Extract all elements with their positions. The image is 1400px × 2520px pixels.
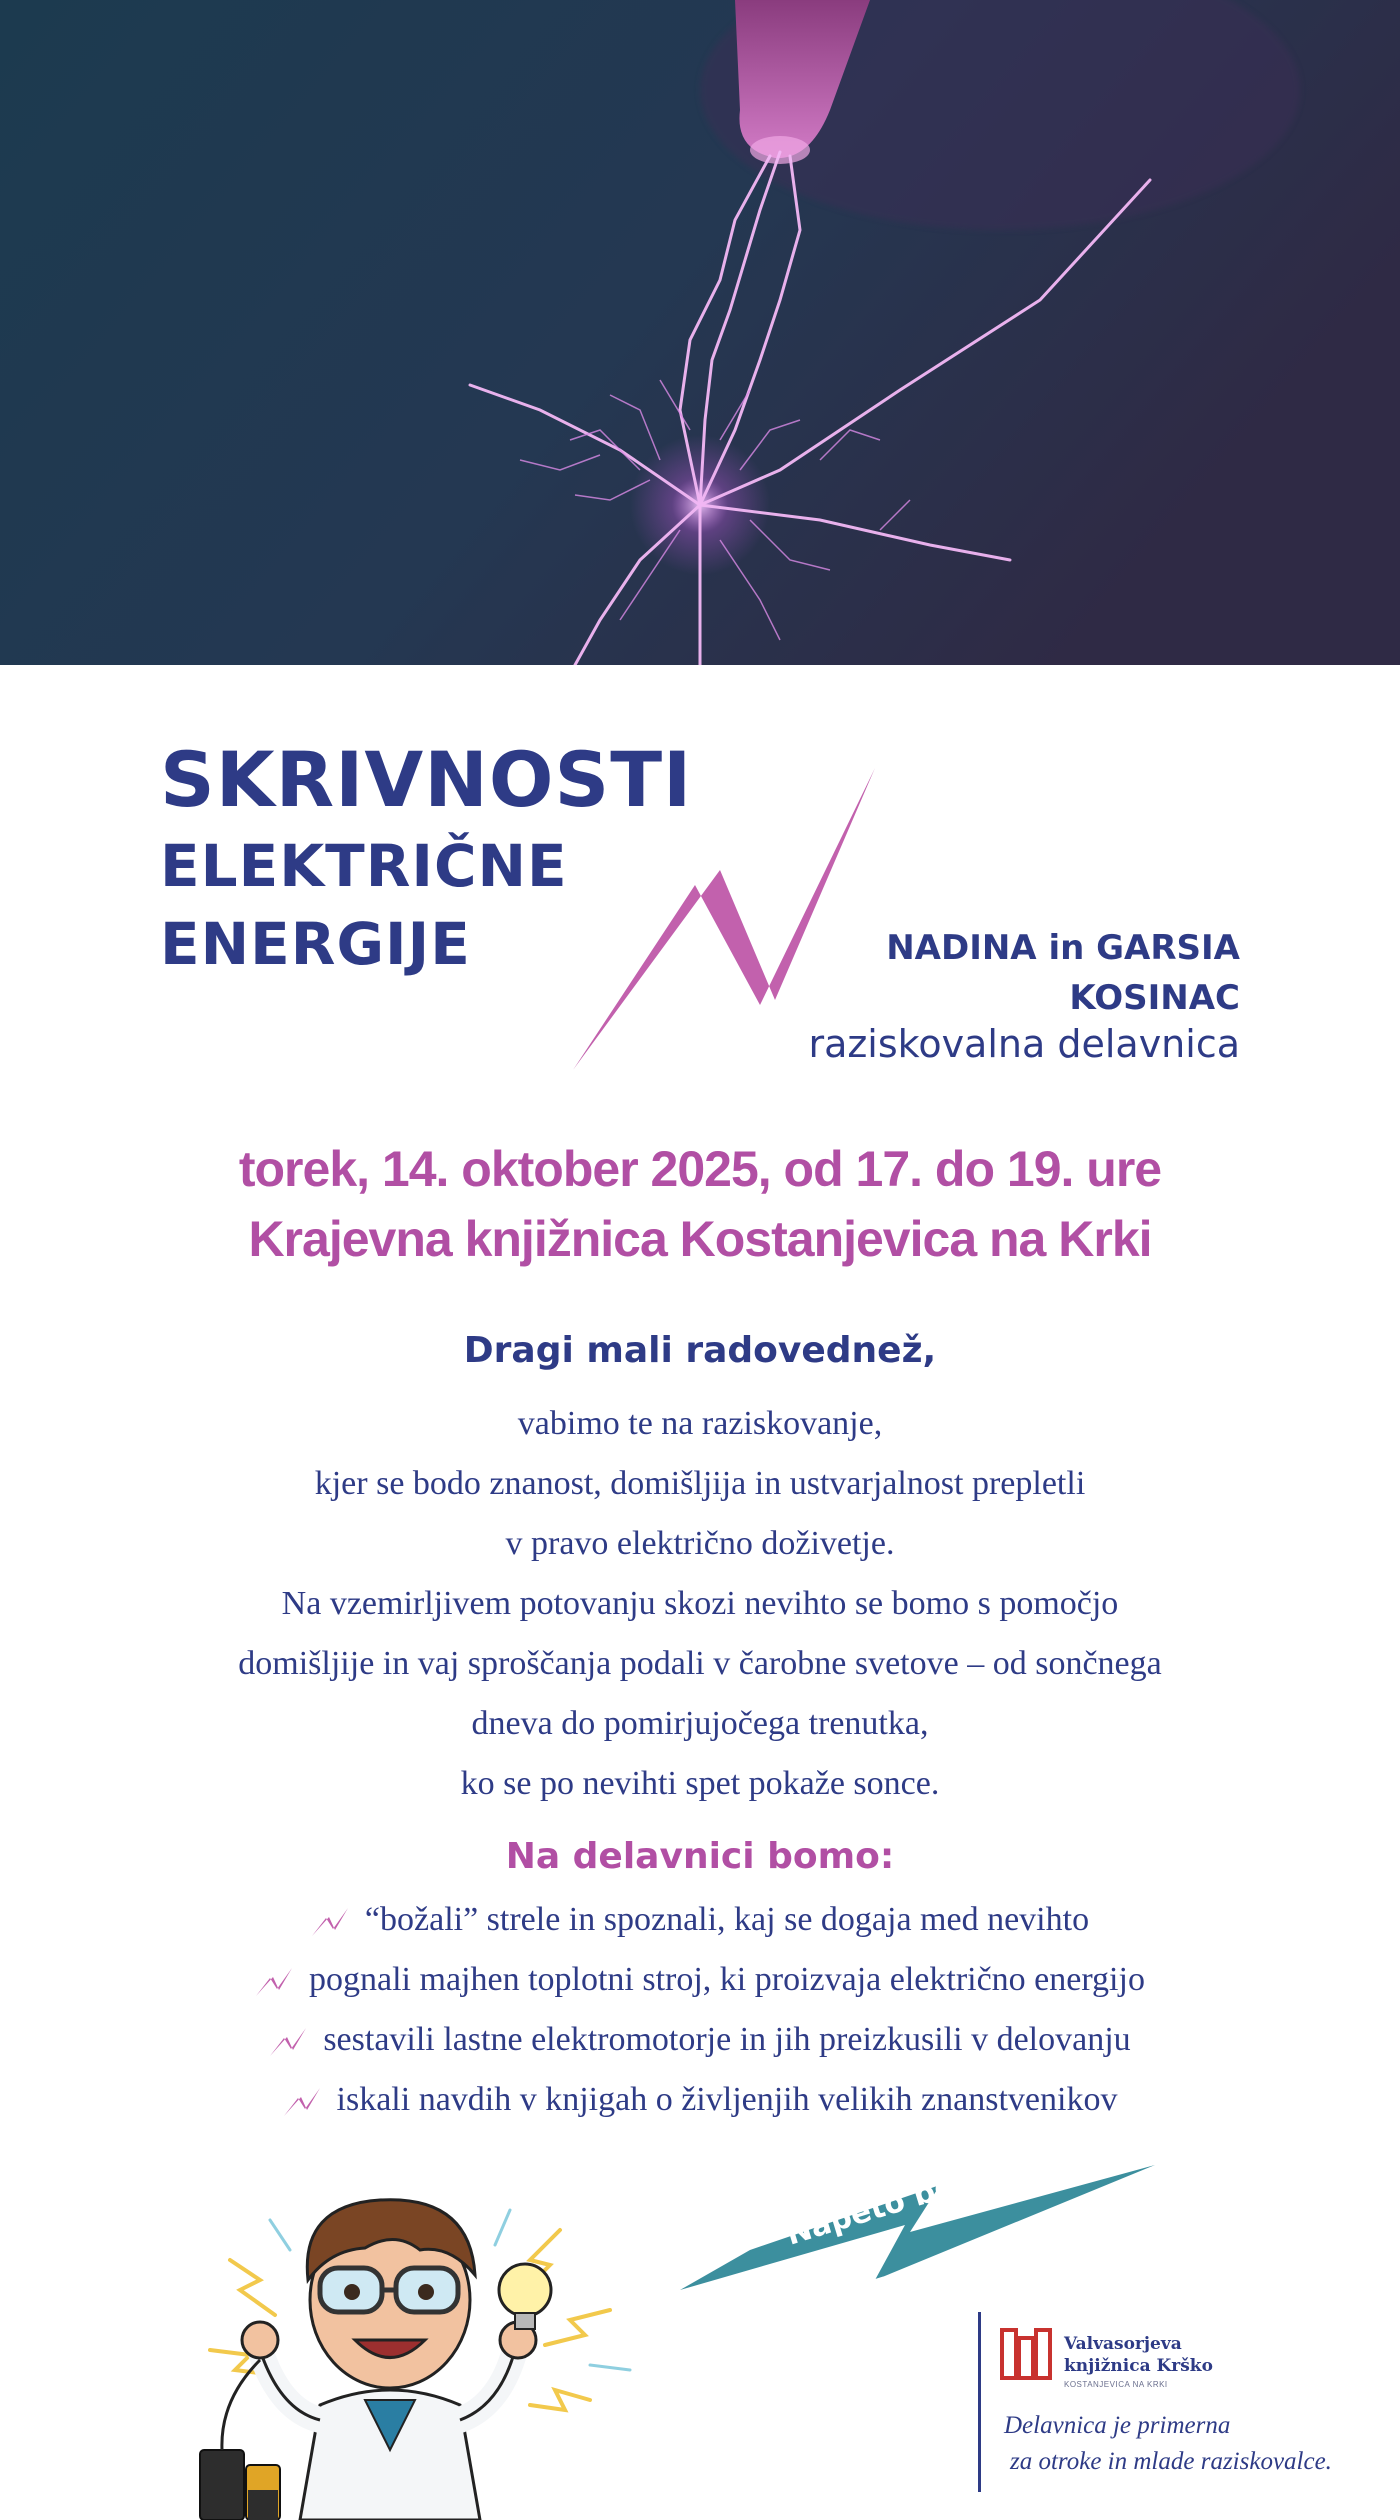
intro-line: ko se po nevihti spet pokaže sonce.	[460, 1765, 940, 1802]
lightning-bullet-icon	[255, 1967, 293, 1997]
list-item	[0, 2010, 1400, 2070]
scientist-kid-illustration	[180, 2150, 700, 2520]
lightning-bullet-icon	[269, 2027, 307, 2057]
intro-line: kjer se bodo znanost, domišljija in ustvarjalnost prepletli	[314, 1465, 1086, 1502]
activity-text: “božali” strele in spoznali, kaj se dogaja med nevihto	[364, 1901, 1090, 1938]
presenter-names: NADINA in GARSIA	[886, 928, 1240, 968]
plasma-lightning-photo	[0, 0, 1400, 665]
library-name-line-1: Valvasorjeva	[1064, 2334, 1182, 2354]
lightning-bullet-icon	[311, 1907, 349, 1937]
workshop-type: raziskovalna delavnica	[808, 1022, 1240, 1066]
greeting: Dragi mali radovednež,	[463, 1330, 937, 1371]
activity-text: pognali majhen toplotni stroj, ki proizvaja električno energijo	[309, 1961, 1145, 1998]
list-item	[0, 1890, 1400, 1950]
intro-line: Na vzemirljivem potovanju skozi nevihto se bomo s pomočjo	[281, 1585, 1119, 1622]
intro-line: domišljije in vaj sproščanja podali v čarobne svetove – od sončnega	[238, 1645, 1162, 1682]
intro-line: dneva do pomirjujočega trenutka,	[471, 1705, 929, 1742]
lightning-bullet-icon	[283, 2087, 321, 2117]
library-name-line-2: knjižnica Krško	[1064, 2356, 1213, 2376]
list-item	[0, 2070, 1400, 2130]
callout-line-2: Pridi!	[865, 2244, 978, 2314]
presenter-surname: KOSINAC	[1069, 978, 1240, 1018]
library-logo-icon	[1000, 2326, 1052, 2382]
library-subtitle: KOSTANJEVICA NA KRKI	[1064, 2380, 1168, 2389]
list-item	[0, 1950, 1400, 2010]
activities-heading: Na delavnici bomo:	[505, 1836, 895, 1877]
event-title-line-3: ENERGIJE	[160, 910, 471, 978]
activity-text: sestavili lastne elektromotorje in jih preizkusili v delovanju	[323, 2021, 1131, 2058]
event-date: torek, 14. oktober 2025, od 17. do 19. ure	[238, 1141, 1162, 1197]
callout-line-1: Napeto bo.	[782, 2164, 971, 2253]
event-title-line-1: SKRIVNOSTI	[160, 735, 693, 824]
activities-list	[0, 1890, 1400, 2130]
event-title-line-2: ELEKTRIČNE	[160, 832, 568, 900]
intro-text	[0, 1394, 1400, 1814]
hero-photo	[0, 0, 1400, 665]
activity-text: iskali navdih v knjigah o življenjih velikih znanstvenikov	[336, 2081, 1118, 2118]
library-logo-block	[978, 2312, 1378, 2512]
logo-divider	[978, 2312, 981, 2492]
age-note-line-1: Delavnica je primerna	[1004, 2412, 1231, 2439]
event-place: Krajevna knjižnica Kostanjevica na Krki	[248, 1211, 1152, 1267]
intro-line: vabimo te na raziskovanje,	[517, 1405, 883, 1442]
age-note-line-2: za otroke in mlade raziskovalce.	[1010, 2448, 1332, 2475]
intro-line: v pravo električno doživetje.	[505, 1525, 895, 1562]
